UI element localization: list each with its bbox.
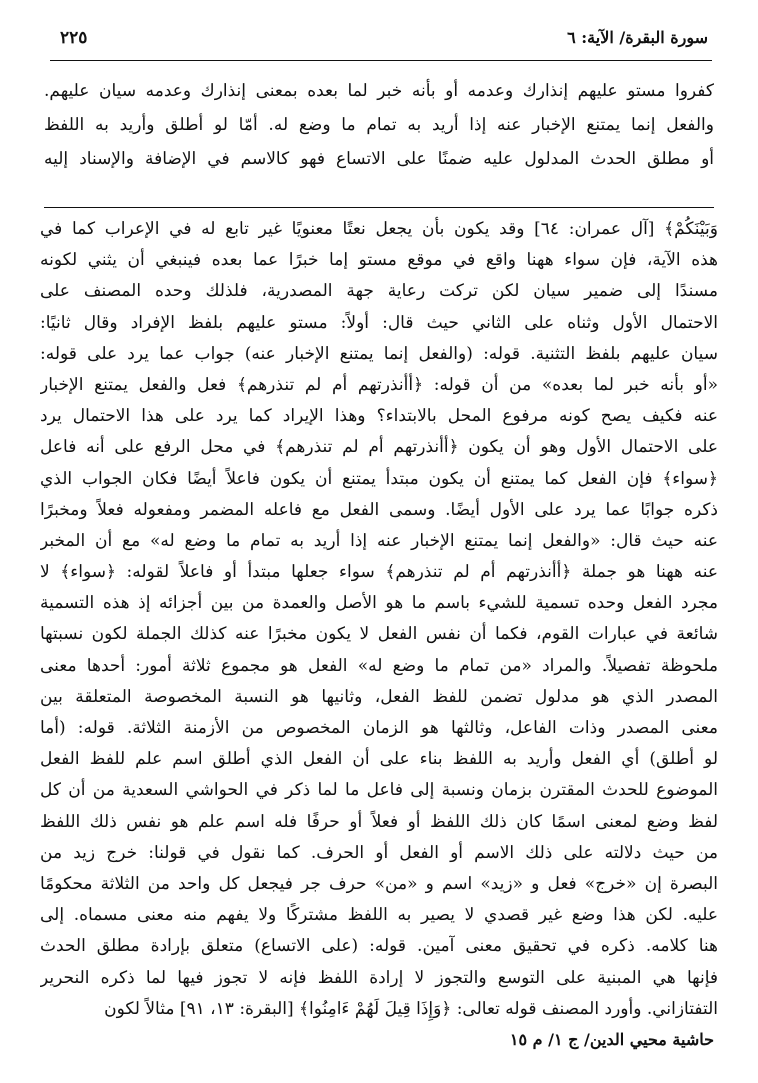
commentary-text — [40, 214, 718, 1025]
commentary-line: شائعة في عبارات القوم، فكما أن نفس الفعل لا يكون مخبرًا عنه كذلك الجملة لكون نسبتها — [40, 624, 718, 645]
commentary-line: ملحوظة تفصيلاً. والمراد «من تمام ما وضع له» الفعل هو مجموع ثلاثة أمور: أحدها معنى — [40, 655, 718, 676]
page-number: ٢٢٥ — [60, 28, 88, 48]
commentary-line: مجرد الفعل وحده تسمية للشيء باسم ما هو الأصل والعمدة من بين أجزائه إذ هذه التسمية — [40, 593, 718, 614]
commentary-line: هنا كلامه. ذكره في تحقيق معنى آمين. قوله: (على الاتساع) متعلق بإرادة مطلق الحدث — [40, 936, 718, 957]
running-header — [60, 22, 708, 52]
commentary-line: من حيث دلالته على ذلك الاسم أو الفعل أو الحرف. كما نقول في قولنا: خرج زيد من — [40, 842, 718, 863]
commentary-line: ذكره جوابًا عما يرد على الأول أيضًا. وسمى الفعل مع فاعله المضمر ومفعوله فعلاً ومخبرًا — [40, 499, 718, 520]
commentary-line: معنى المصدر وذات الفاعل، وثالثها هو الزمان المخصوص من الأزمنة الثلاثة. قوله: (أما — [40, 718, 718, 738]
footnote-separator — [44, 207, 714, 208]
commentary-line: لو أطلق) أي الفعل وأريد به اللفظ بناء على أن الفعل الذي أطلق اسم علم للفظ الفعل — [40, 749, 718, 770]
main-text-line: كفروا مستو عليهم إنذارك وعدمه أو بأنه خبر لما بعده بمعنى إنذارك وعدمه سيان عليهم. — [44, 81, 714, 101]
commentary-line: ﴿سواء﴾ فإن الفعل كما يمتنع أن يكون مبتدأ يمتنع أن يكون فاعلاً أيضًا فكان الجواب الذي — [40, 468, 718, 489]
commentary-line: التفتازاني. وأورد المصنف قوله تعالى: ﴿وَإِذَا قِيلَ لَهُمْ ءَامِنُوا﴾ [البقرة: ١٣، ٩١] مثالاً لكون — [104, 998, 718, 1019]
commentary-line: عنه ههنا هو جملة ﴿أأنذرتهم أم لم تنذرهم﴾ سواء جعلها مبتدأ أو فاعلاً لقوله: ﴿سواء﴾ لا — [40, 562, 718, 583]
commentary-line: وَبَيْنَكُمْ﴾ [آل عمران: ٦٤] وقد يكون بأن يجعل نعتًا معنويًا غير تابع له في الإعراب كما في — [40, 219, 718, 239]
commentary-line: مسندًا إلى ضمير سيان لكن تركت رعاية جهة المصدرية، فلذلك وحده المصنف على — [40, 281, 718, 302]
commentary-line: عنه فكيف يصح كونه مرفوع المحل بالابتداء؟ وهذا الإيراد كما يرد على هذا الاحتمال يرد — [40, 406, 718, 427]
commentary-line: على الاحتمال الأول وهو أن يكون ﴿أأنذرتهم أم لم تنذرهم﴾ في محل الرفع على أنه فاعل — [40, 437, 718, 458]
commentary-line: البصرة إن «خرج» فعل و «زيد» اسم و «من» حرف جر فيجعل كل واحد من الثلاثة محكومًا — [40, 873, 718, 894]
commentary-line: فإنها هي المبنية على التوسع والتجوز لا إرادة اللفظ فإنه لا تجوز فيها لما ذكره النحرير — [40, 967, 718, 988]
header-title: سورة البقرة/ الآية: ٦ — [567, 28, 708, 47]
main-text-line: والفعل إنما يمتنع الإخبار عنه إذا أريد به تمام ما وضع له. أمّا لو أطلق وأريد به اللفظ — [44, 115, 714, 135]
header-rule — [50, 60, 712, 61]
commentary-line: لفظ وضع لمعنى اسمًا كان ذلك اللفظ أو فعلاً أو حرفًا فله اسم علم هو نفس ذلك اللفظ — [40, 811, 718, 832]
commentary-line: سيان عليهم بلفظ التثنية. قوله: (والفعل إنما يمتنع الإخبار عنه) جواب عما يرد على قوله: — [40, 343, 718, 364]
commentary-line: «أو بأنه خبر لما بعده» من أن قوله: ﴿أأنذرتهم أم لم تنذرهم﴾ فعل والفعل يمتنع الإخبار — [40, 374, 718, 395]
footer-signature: حاشية محيي الدين/ ج ١/ م ١٥ — [509, 1030, 714, 1049]
commentary-line: عنه حيث قال: «والفعل إنما يمتنع الإخبار عنه إذا أريد به تمام ما وضع له» مع أن المخبر — [40, 530, 718, 551]
commentary-line: المصدر الذي هو مدلول تضمن للفظ الفعل، وثانيها هو النسبة المخصوصة المتعلقة بين — [40, 686, 718, 707]
commentary-line: الموضوع للحدث المقترن بزمان ونسبة إلى فاعل ما لما ذكر في الحواشي السعدية من أن كل — [40, 780, 718, 801]
main-text-line: أو مطلق الحدث المدلول عليه ضمنًا على الاتساع فهو كالاسم في الإضافة والإسناد إليه — [44, 149, 714, 169]
commentary-line: عليه. لكن هذا وضع غير قصدي لا يصير به اللفظ مشتركًا ولا يفهم منه معنى مسماه. إلى — [40, 905, 718, 926]
main-text — [44, 74, 714, 176]
commentary-line: هذه الآية، فإن سواء ههنا واقع في موقع مستو إما خبرًا عما بعده فينبغي أن يثني لكونه — [40, 250, 718, 271]
commentary-line: الاحتمال الأول وثناه على الثاني حيث قال: أولاً: مستو عليهم بلفظ الإفراد وقال ثانيًا: — [40, 312, 718, 333]
